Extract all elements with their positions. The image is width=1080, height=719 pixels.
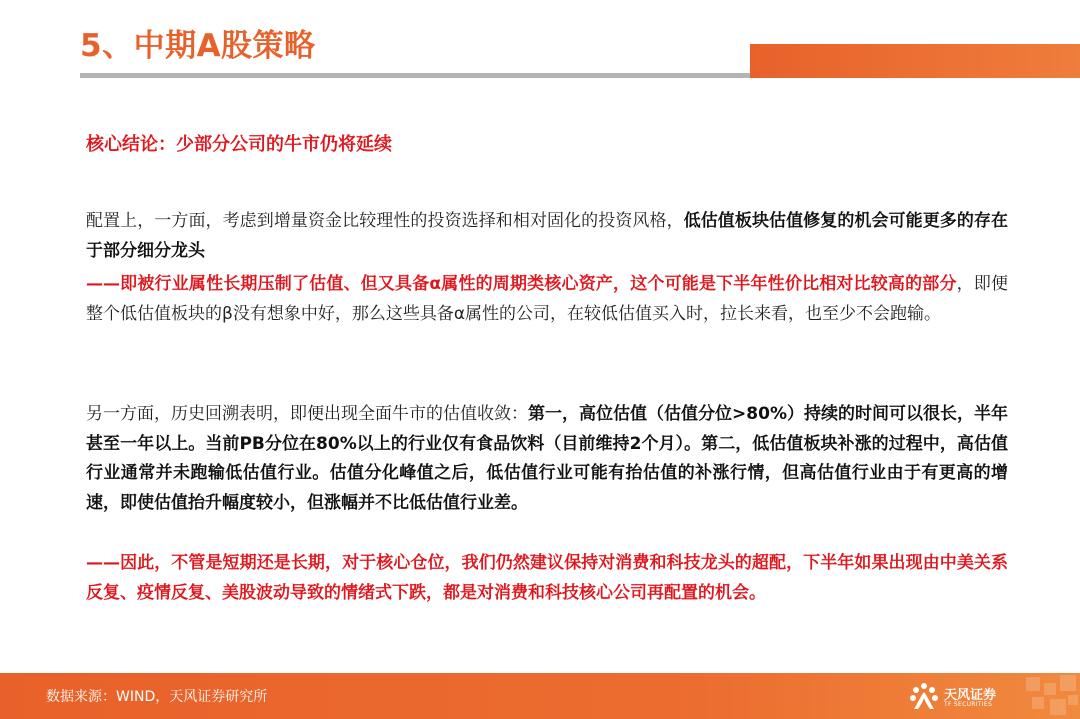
logo-name: 天风证券: [944, 688, 997, 703]
paragraph-allocation-bold: 低估值板块估值修复的机会可能更多的存在于部分细分龙头: [86, 211, 1008, 261]
paragraph-history: [86, 400, 1008, 518]
paragraph-cyclical-red: ——即被行业属性长期压制了估值、但又具备α属性的周期类核心资产，这个可能是下半年性价比相对比较高的部分: [86, 274, 957, 294]
title-accent-bar: [750, 44, 1080, 78]
paragraph-allocation-text: 配置上，一方面，考虑到增量资金比较理性的投资选择和相对固化的投资风格，: [86, 211, 684, 231]
paragraph-cyclical-text: ，即便整个低估值板块的β没有想象中好，那么这些具备α属性的公司，在较低估值买入时，拉长来看，也至少不会跑输。: [86, 274, 1008, 324]
core-conclusion-heading: 核心结论：少部分公司的牛市仍将延续: [86, 134, 392, 155]
page-title: 5、中期A股策略: [80, 28, 316, 64]
paragraph-conclusion-red: ——因此，不管是短期还是长期，对于核心仓位，我们仍然建议保持对消费和科技龙头的超配，下半年如果出现由中美关系反复、疫情反复、美股波动导致的情绪式下跌，都是对消费和科技核心公司再配置的机会。: [86, 553, 1008, 603]
paragraph-history-bold: 第一，高位估值（估值分位>80%）持续的时间可以很长，半年甚至一年以上。当前PB分位在80%以上的行业仅有食品饮料（目前维持2个月）。第二，低估值板块补涨的过程中，高估值行业通常并未跑输低估值行业。估值分化峰值之后，低估值行业可能有抬估值的补涨行情，但高估值行业由于有更高的增速，即使估值抬升幅度较小，但涨幅并不比低估值行业差。: [86, 404, 1008, 513]
title-underline: [80, 73, 750, 78]
paragraph-cyclical-assets: [86, 270, 1008, 329]
paragraph-history-text: 另一方面，历史回溯表明，即便出现全面牛市的估值收敛：: [86, 404, 529, 424]
footer-decoration: [1020, 673, 1080, 719]
paragraph-allocation: [86, 207, 1008, 266]
company-logo: [908, 679, 1018, 715]
logo-subtitle: TF SECURITIES: [944, 701, 993, 708]
footer-source: 数据来源：WIND，天风证券研究所: [46, 689, 268, 705]
tianfeng-logo-icon: [908, 681, 940, 713]
paragraph-conclusion: [86, 549, 1008, 608]
